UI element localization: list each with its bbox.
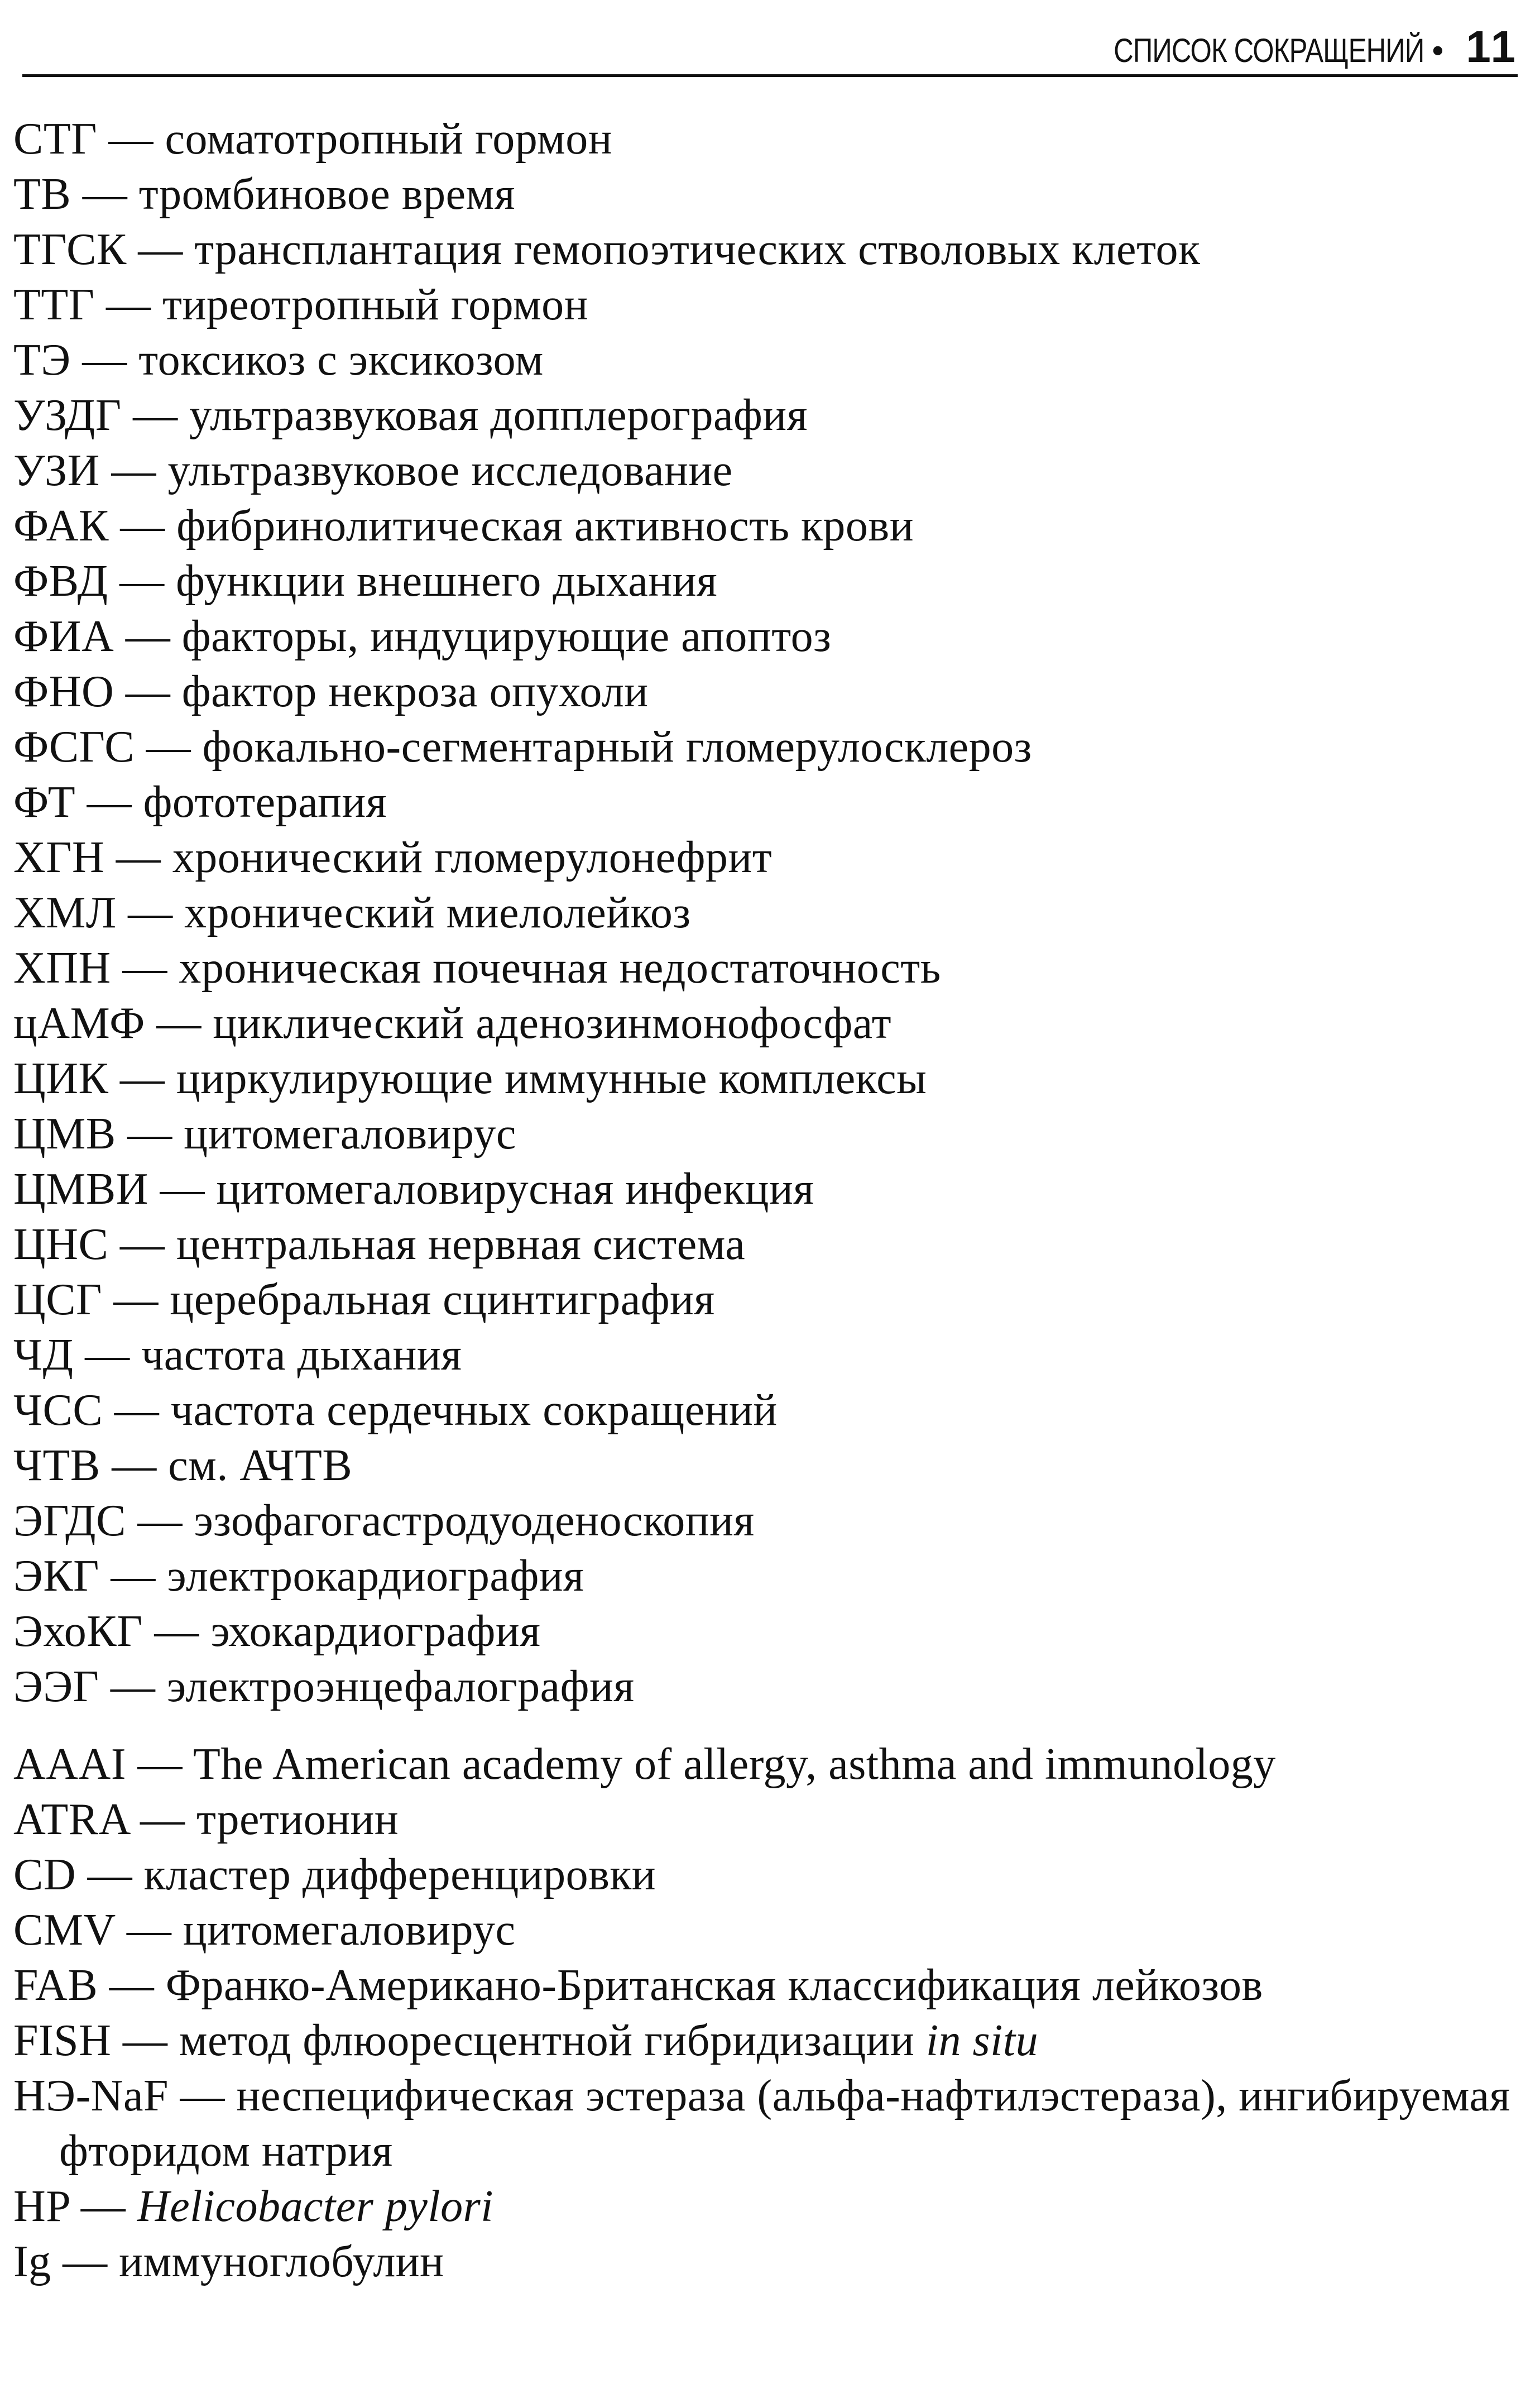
dash-separator: — bbox=[145, 999, 213, 1048]
abbreviation: FISH bbox=[13, 2016, 112, 2065]
definition-italic: in situ bbox=[925, 2016, 1039, 2065]
abbreviation-entry bbox=[13, 830, 1520, 885]
abbreviation-entry bbox=[13, 1549, 1520, 1604]
dash-separator: — bbox=[99, 1552, 167, 1601]
abbreviation: ЦНС bbox=[13, 1220, 109, 1269]
definition: цитомегаловирус bbox=[184, 1109, 516, 1159]
definition: ультразвуковое исследование bbox=[167, 446, 733, 495]
bullet-separator: • bbox=[1432, 32, 1444, 69]
abbreviation-entry bbox=[13, 664, 1520, 720]
definition: иммуноглобулин bbox=[119, 2237, 444, 2286]
definition: ультразвуковая допплерография bbox=[189, 391, 808, 440]
abbreviation-entry bbox=[13, 1958, 1520, 2013]
abbreviation: ЦМВ bbox=[13, 1109, 116, 1159]
dash-separator: — bbox=[116, 888, 185, 937]
definition: токсикоз с эксикозом bbox=[138, 336, 544, 385]
abbreviation: ХПН bbox=[13, 944, 111, 993]
running-header bbox=[22, 0, 1518, 79]
abbreviation: ТЭ bbox=[13, 336, 71, 385]
dash-separator: — bbox=[115, 1906, 183, 1955]
definition: хронический гломерулонефрит bbox=[172, 833, 773, 882]
definition: циклический аденозинмонофосфат bbox=[213, 999, 892, 1048]
dash-separator: — bbox=[100, 1441, 169, 1490]
abbreviation: CMV bbox=[13, 1906, 116, 1955]
abbreviation-entry bbox=[13, 1792, 1520, 1847]
dash-separator: — bbox=[121, 391, 190, 440]
definition: факторы, индуцирующие апоптоз bbox=[181, 612, 832, 661]
abbreviation: AAAI bbox=[13, 1740, 126, 1789]
dash-separator: — bbox=[108, 1054, 176, 1103]
definition: цитомегаловирусная инфекция bbox=[216, 1165, 814, 1214]
abbreviation-entry bbox=[13, 112, 1520, 167]
abbreviation: CD bbox=[13, 1850, 76, 1899]
abbreviation-entry bbox=[13, 2234, 1520, 2290]
definition: частота дыхания bbox=[141, 1330, 462, 1380]
abbreviation: ЧСС bbox=[13, 1386, 103, 1435]
definition: фототерапия bbox=[143, 778, 387, 827]
abbreviation-entry bbox=[13, 1383, 1520, 1438]
abbreviation: ЭКГ bbox=[13, 1552, 99, 1601]
abbreviation: ТВ bbox=[13, 170, 71, 219]
abbreviation-entry bbox=[13, 1604, 1520, 1659]
dash-separator: — bbox=[135, 722, 203, 772]
page-number: 11 bbox=[1466, 22, 1518, 71]
dash-separator: — bbox=[142, 1607, 211, 1656]
abbreviation: ЦИК bbox=[13, 1054, 109, 1103]
abbreviation: цАМФ bbox=[13, 999, 145, 1048]
abbreviation: ТТГ bbox=[13, 280, 95, 329]
dash-separator: — bbox=[70, 336, 139, 385]
dash-separator: — bbox=[111, 944, 179, 993]
dash-separator: — bbox=[94, 280, 162, 329]
abbreviation-entry bbox=[13, 222, 1520, 277]
abbreviation-entry bbox=[13, 2013, 1520, 2069]
dash-separator: — bbox=[51, 2237, 119, 2286]
abbreviation-list bbox=[13, 112, 1520, 2290]
abbreviation-entry bbox=[13, 1162, 1520, 1217]
abbreviation-entry bbox=[13, 1328, 1520, 1383]
definition: электрокардиография bbox=[167, 1552, 584, 1601]
abbreviation-entry bbox=[13, 1107, 1520, 1162]
dash-separator: — bbox=[98, 1961, 166, 2010]
abbreviation-entry bbox=[13, 1493, 1520, 1549]
definition: частота сердечных сокращений bbox=[170, 1386, 778, 1435]
abbreviation: ХГН bbox=[13, 833, 105, 882]
dash-separator: — bbox=[102, 1275, 170, 1324]
abbreviation: ЧД bbox=[13, 1330, 74, 1380]
abbreviation-entry bbox=[13, 1903, 1520, 1958]
dash-separator: — bbox=[126, 1740, 194, 1789]
abbreviation-entry bbox=[13, 277, 1520, 333]
definition: Франко-Американо-Британская классификация лейкозов bbox=[165, 1961, 1263, 2010]
abbreviation: СТГ bbox=[13, 114, 97, 164]
dash-separator: — bbox=[99, 1662, 167, 1711]
definition: трансплантация гемопоэтических стволовых клеток bbox=[194, 225, 1201, 274]
abbreviation-entry bbox=[13, 1659, 1520, 1715]
definition: кластер дифференцировки bbox=[143, 1850, 656, 1899]
abbreviation: НЭ-NaF bbox=[13, 2071, 169, 2120]
cyrillic-abbreviations bbox=[13, 112, 1520, 1715]
abbreviation-entry bbox=[13, 499, 1520, 554]
definition: функции внешнего дыхания bbox=[176, 557, 718, 606]
abbreviation: УЗИ bbox=[13, 446, 100, 495]
definition: третионин bbox=[196, 1795, 399, 1844]
abbreviation: ЦМВИ bbox=[13, 1165, 149, 1214]
definition: эхокардиография bbox=[210, 1607, 541, 1656]
abbreviation: ФТ bbox=[13, 778, 76, 827]
dash-separator: — bbox=[126, 1496, 194, 1545]
abbreviation: ФИА bbox=[13, 612, 114, 661]
definition: центральная нервная система bbox=[176, 1220, 746, 1269]
dash-separator: — bbox=[104, 833, 172, 882]
dash-separator: — bbox=[103, 1386, 171, 1435]
abbreviation-entry bbox=[13, 1217, 1520, 1272]
abbreviation: ATRA bbox=[13, 1795, 129, 1844]
abbreviation: ЧТВ bbox=[13, 1441, 100, 1490]
dash-separator: — bbox=[108, 1220, 176, 1269]
definition: неспецифическая эстераза (альфа-нафтилэстераза), ингибируемая фторидом натрия bbox=[59, 2071, 1510, 2176]
definition: метод флюоресцентной гибридизации bbox=[179, 2016, 926, 2065]
abbreviation-entry bbox=[13, 1438, 1520, 1493]
definition: церебральная сцинтиграфия bbox=[170, 1275, 715, 1324]
abbreviation-entry bbox=[13, 388, 1520, 443]
dash-separator: — bbox=[111, 2016, 179, 2065]
abbreviation-entry bbox=[13, 1051, 1520, 1107]
abbreviation: ФАК bbox=[13, 501, 109, 550]
dash-separator: — bbox=[69, 2182, 137, 2231]
definition: The American academy of allergy, asthma and immunology bbox=[193, 1740, 1276, 1789]
abbreviation-entry bbox=[13, 885, 1520, 941]
dash-separator: — bbox=[108, 501, 177, 550]
definition: фактор некроза опухоли bbox=[181, 667, 649, 716]
definition: тромбиновое время bbox=[138, 170, 516, 219]
abbreviation: ЭхоКГ bbox=[13, 1607, 143, 1656]
dash-separator: — bbox=[114, 667, 182, 716]
definition: тиреотропный гормон bbox=[162, 280, 588, 329]
dash-separator: — bbox=[71, 170, 139, 219]
dash-separator: — bbox=[128, 1795, 196, 1844]
abbreviation-entry bbox=[13, 1272, 1520, 1328]
section-title: СПИСОК СОКРАЩЕНИЙ bbox=[1114, 32, 1424, 69]
abbreviation-entry bbox=[13, 2179, 1520, 2234]
abbreviation-entry bbox=[13, 996, 1520, 1051]
header-rule bbox=[22, 74, 1518, 77]
abbreviation: ФНО bbox=[13, 667, 114, 716]
definition: электроэнцефалография bbox=[166, 1662, 635, 1711]
abbreviation-entry bbox=[13, 1847, 1520, 1903]
dash-separator: — bbox=[73, 1330, 142, 1380]
group-spacer bbox=[13, 1715, 1520, 1737]
dash-separator: — bbox=[126, 225, 195, 274]
abbreviation: Ig bbox=[13, 2237, 51, 2286]
abbreviation-entry bbox=[13, 775, 1520, 830]
abbreviation: HP bbox=[13, 2182, 70, 2231]
abbreviation: ЭЭГ bbox=[13, 1662, 99, 1711]
dash-separator: — bbox=[75, 778, 143, 827]
definition: хроническая почечная недостаточность bbox=[179, 944, 941, 993]
definition: хронический миелолейкоз bbox=[184, 888, 691, 937]
definition: соматотропный гормон bbox=[165, 114, 613, 164]
dash-separator: — bbox=[97, 114, 165, 164]
abbreviation: ФСГС bbox=[13, 722, 135, 772]
abbreviation: УЗДГ bbox=[13, 391, 122, 440]
definition: цитомегаловирус bbox=[183, 1906, 516, 1955]
latin-abbreviations bbox=[13, 1737, 1520, 2290]
definition: см. АЧТВ bbox=[168, 1441, 353, 1490]
abbreviation-entry bbox=[13, 609, 1520, 664]
abbreviation-entry bbox=[13, 720, 1520, 775]
dash-separator: — bbox=[114, 612, 182, 661]
running-header-text bbox=[1045, 21, 1518, 73]
definition: циркулирующие иммунные комплексы bbox=[176, 1054, 927, 1103]
dash-separator: — bbox=[116, 1109, 184, 1159]
abbreviation: ФВД bbox=[13, 557, 108, 606]
dash-separator: — bbox=[108, 557, 176, 606]
definition: эзофагогастродуоденоскопия bbox=[194, 1496, 755, 1545]
abbreviation: ТГСК bbox=[13, 225, 127, 274]
definition: фибринолитическая активность крови bbox=[176, 501, 914, 550]
dash-separator: — bbox=[169, 2071, 237, 2120]
abbreviation: ЭГДС bbox=[13, 1496, 126, 1545]
abbreviation-entry bbox=[13, 167, 1520, 222]
abbreviation-entry bbox=[13, 443, 1520, 499]
abbreviation: ХМЛ bbox=[13, 888, 117, 937]
definition: фокально-сегментарный гломерулосклероз bbox=[202, 722, 1032, 772]
abbreviation-entry bbox=[13, 554, 1520, 609]
abbreviation: ЦСГ bbox=[13, 1275, 102, 1324]
abbreviation-entry bbox=[13, 333, 1520, 388]
dash-separator: — bbox=[76, 1850, 144, 1899]
abbreviation-entry bbox=[13, 1737, 1520, 1792]
abbreviation-entry bbox=[13, 941, 1520, 996]
dash-separator: — bbox=[148, 1165, 217, 1214]
abbreviation: FAB bbox=[13, 1961, 98, 2010]
abbreviation-entry bbox=[13, 2069, 1516, 2179]
definition-italic: Helicobacter pylori bbox=[137, 2182, 494, 2231]
dash-separator: — bbox=[99, 446, 168, 495]
